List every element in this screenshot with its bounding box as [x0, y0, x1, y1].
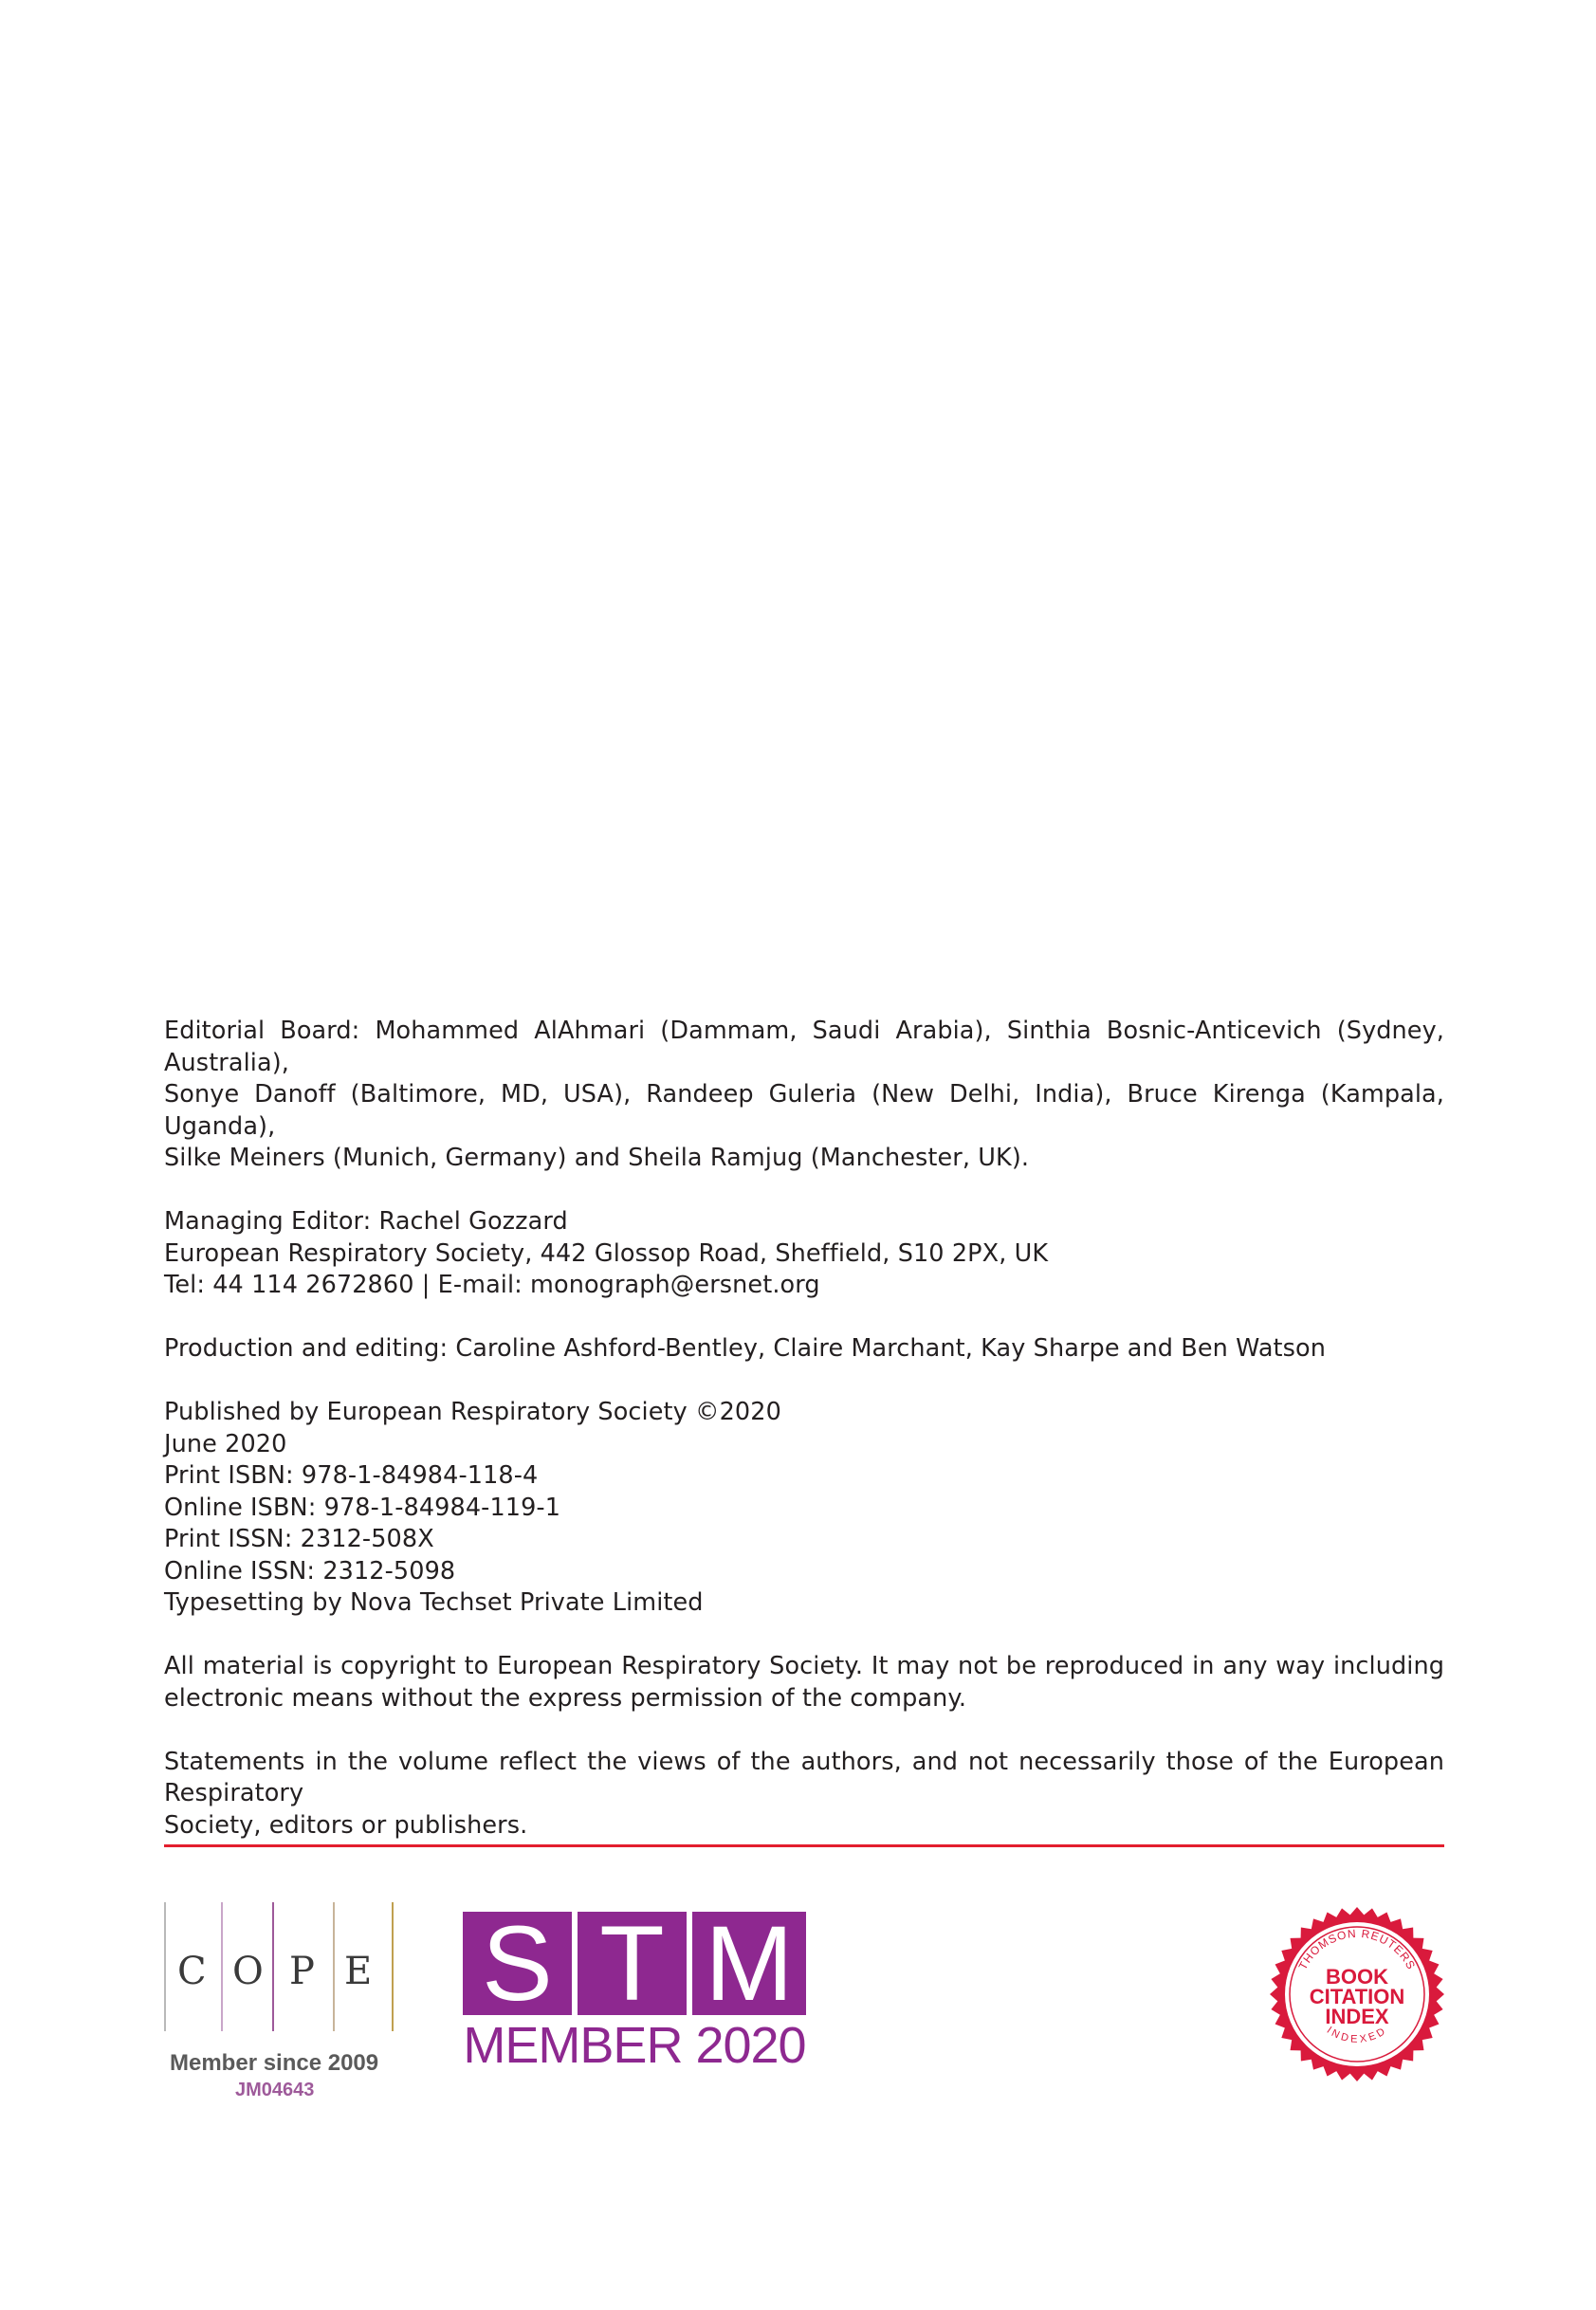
seal-graphic [1269, 1906, 1445, 2082]
print-issn: Print ISSN: 2312-508X [164, 1525, 434, 1553]
print-isbn: Print ISBN: 978-1-84984-118-4 [164, 1461, 539, 1490]
cope-bar-4 [333, 1902, 335, 2031]
seal-line-book: BOOK [1326, 1965, 1388, 1989]
cope-bar-1 [164, 1902, 166, 2031]
statements-disclaimer [164, 1747, 1444, 1842]
production-credits: Production and editing: Caroline Ashford-Bentley, Claire Marchant, Kay Sharpe and Ben Watson [164, 1334, 1326, 1363]
section-divider [164, 1844, 1444, 1847]
copyright-line-1: All material is copyright to European Respiratory Society. It may not be reproduced in any way including [164, 1652, 1444, 1680]
stm-logo [463, 1904, 806, 2074]
cope-member-since: Member since 2009 [170, 2050, 379, 2076]
statements-line-2: Society, editors or publishers. [164, 1810, 528, 1840]
stm-tile-s: S [463, 1912, 572, 2015]
stm-tile-m: M [692, 1912, 806, 2015]
publication-details [164, 1397, 1444, 1620]
statements-line-1: Statements in the volume reflect the views of the authors, and not necessarily those of the European Respiratory [164, 1747, 1444, 1807]
imprint-text [164, 1016, 1444, 1874]
contact-details: Tel: 44 114 2672860 | E-mail: monograph@ersnet.org [164, 1271, 820, 1299]
cope-letter-o: O [232, 1950, 264, 1993]
editorial-board-line-2: Sonye Danoff (Baltimore, MD, USA), Randeep Guleria (New Delhi, India), Bruce Kirenga (Kampala, Uganda), [164, 1080, 1444, 1141]
cope-letter-c: C [177, 1950, 207, 1993]
editorial-board-line-1: Editorial Board: Mohammed AlAhmari (Dammam, Saudi Arabia), Sinthia Bosnic-Anticevich (Sydney, Australia), [164, 1017, 1444, 1077]
book-citation-index-seal [1269, 1906, 1445, 2082]
copyright-line-2: electronic means without the express permission of the company. [164, 1683, 967, 1713]
seal-line-citation: CITATION [1309, 1985, 1405, 2008]
copyright-notice [164, 1651, 1444, 1714]
seal-arc-top: THOMSON REUTERS [1295, 1926, 1419, 1972]
society-address: European Respiratory Society, 442 Glossop Road, Sheffield, S10 2PX, UK [164, 1238, 1049, 1268]
seal-arc-bottom: INDEXED [1324, 2025, 1390, 2045]
cope-bar-2 [221, 1902, 223, 2031]
typesetting-credit: Typesetting by Nova Techset Private Limited [164, 1588, 704, 1617]
stm-member-year: MEMBER 2020 [463, 2017, 806, 2074]
cope-letter-e: E [344, 1950, 373, 1993]
online-isbn: Online ISBN: 978-1-84984-119-1 [164, 1493, 561, 1522]
managing-editor-block [164, 1206, 1444, 1302]
online-issn: Online ISSN: 2312-5098 [164, 1556, 456, 1586]
editorial-board [164, 1016, 1444, 1175]
managing-editor: Managing Editor: Rachel Gozzard [164, 1207, 568, 1236]
stm-tile-t: T [578, 1912, 687, 2015]
publication-date: June 2020 [164, 1429, 287, 1458]
cope-member-id: JM04643 [235, 2080, 315, 2100]
cope-logo [164, 1902, 406, 2116]
cope-bar-3 [272, 1902, 274, 2031]
cope-bar-5 [392, 1902, 394, 2031]
published-by: Published by European Respiratory Society ©2020 [164, 1398, 781, 1426]
editorial-board-line-3: Silke Meiners (Munich, Germany) and Sheila Ramjug (Manchester, UK). [164, 1144, 1030, 1172]
cope-letter-p: P [289, 1950, 315, 1993]
seal-line-index: INDEX [1325, 2005, 1389, 2028]
